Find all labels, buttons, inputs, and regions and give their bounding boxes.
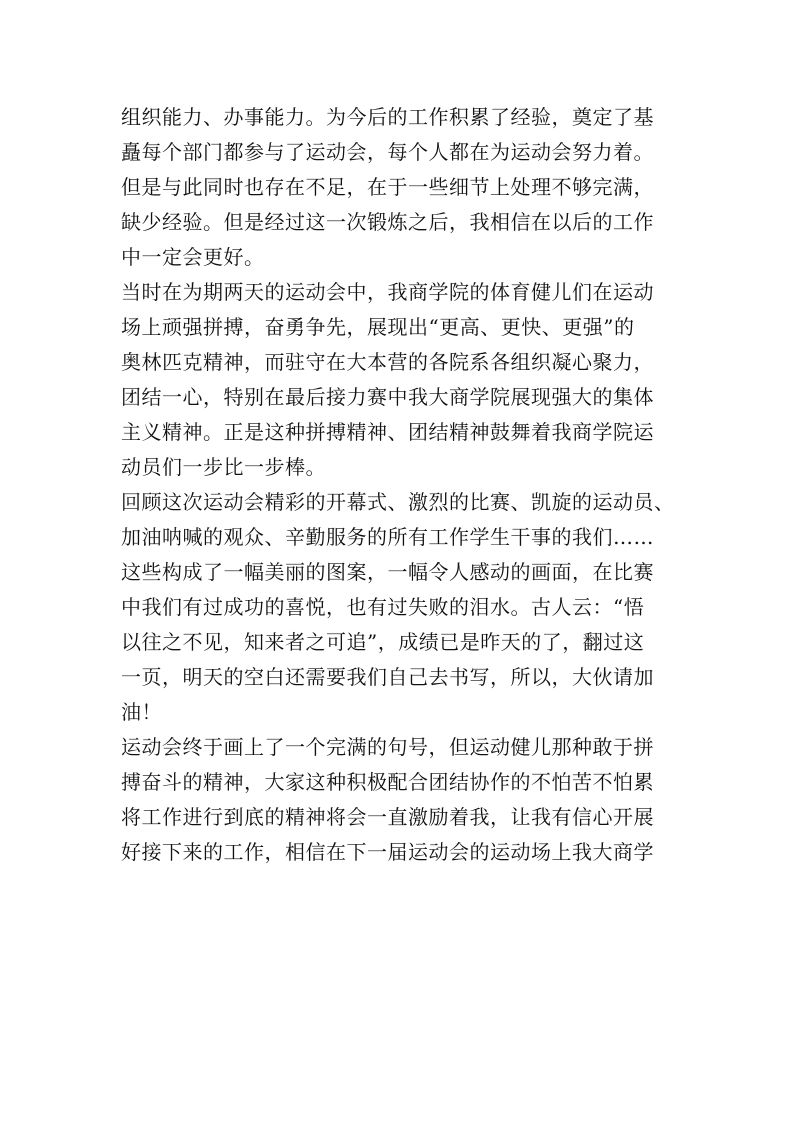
text-line: 缺少经验。但是经过这一次锻炼之后，我相信在以后的工作 bbox=[121, 210, 654, 234]
text-line: 油！ bbox=[121, 700, 162, 724]
text-line: 中一定会更好。 bbox=[121, 245, 265, 269]
body-text bbox=[121, 100, 681, 870]
text-line: 矗每个部门都参与了运动会，每个人都在为运动会努力着。 bbox=[121, 140, 654, 164]
text-line: 好接下来的工作，相信在下一届运动会的运动场上我大商学 bbox=[121, 840, 654, 864]
text-line: 奥林匹克精神，而驻守在大本营的各院系各组织凝心聚力， bbox=[121, 350, 654, 374]
text-line: 但是与此同时也存在不足，在于一些细节上处理不够完满， bbox=[121, 175, 654, 199]
text-line: 运动会终于画上了一个完满的句号，但运动健儿那种敢于拼 bbox=[121, 735, 654, 759]
text-line: 这些构成了一幅美丽的图案，一幅令人感动的画面，在比赛 bbox=[121, 560, 654, 584]
text-line: 团结一心，特别在最后接力赛中我大商学院展现强大的集体 bbox=[121, 385, 654, 409]
text-line: 一页，明天的空白还需要我们自己去书写，所以，大伙请加 bbox=[121, 665, 654, 689]
text-line: 当时在为期两天的运动会中，我商学院的体育健儿们在运动 bbox=[121, 280, 654, 304]
text-line: 动员们一步比一步棒。 bbox=[121, 455, 326, 479]
text-line: 以往之不见，知来者之可追”，成绩已是昨天的了，翻过这 bbox=[121, 630, 645, 654]
text-line: 场上顽强拼搏，奋勇争先，展现出“更高、更快、更强”的 bbox=[121, 315, 635, 339]
text-line: 中我们有过成功的喜悦，也有过失败的泪水。古人云：“悟 bbox=[121, 595, 645, 619]
text-line: 回顾这次运动会精彩的开幕式、激烈的比赛、凯旋的运动员、 bbox=[121, 490, 675, 514]
text-line: 组织能力、办事能力。为今后的工作积累了经验，奠定了基 bbox=[121, 105, 654, 129]
text-line: 搏奋斗的精神，大家这种积极配合团结协作的不怕苦不怕累 bbox=[121, 770, 654, 794]
text-line: 主义精神。正是这种拼搏精神、团结精神鼓舞着我商学院运 bbox=[121, 420, 654, 444]
text-line: 加油呐喊的观众、辛勤服务的所有工作学生干事的我们…… bbox=[121, 525, 654, 549]
text-line: 将工作进行到底的精神将会一直激励着我，让我有信心开展 bbox=[121, 805, 654, 829]
